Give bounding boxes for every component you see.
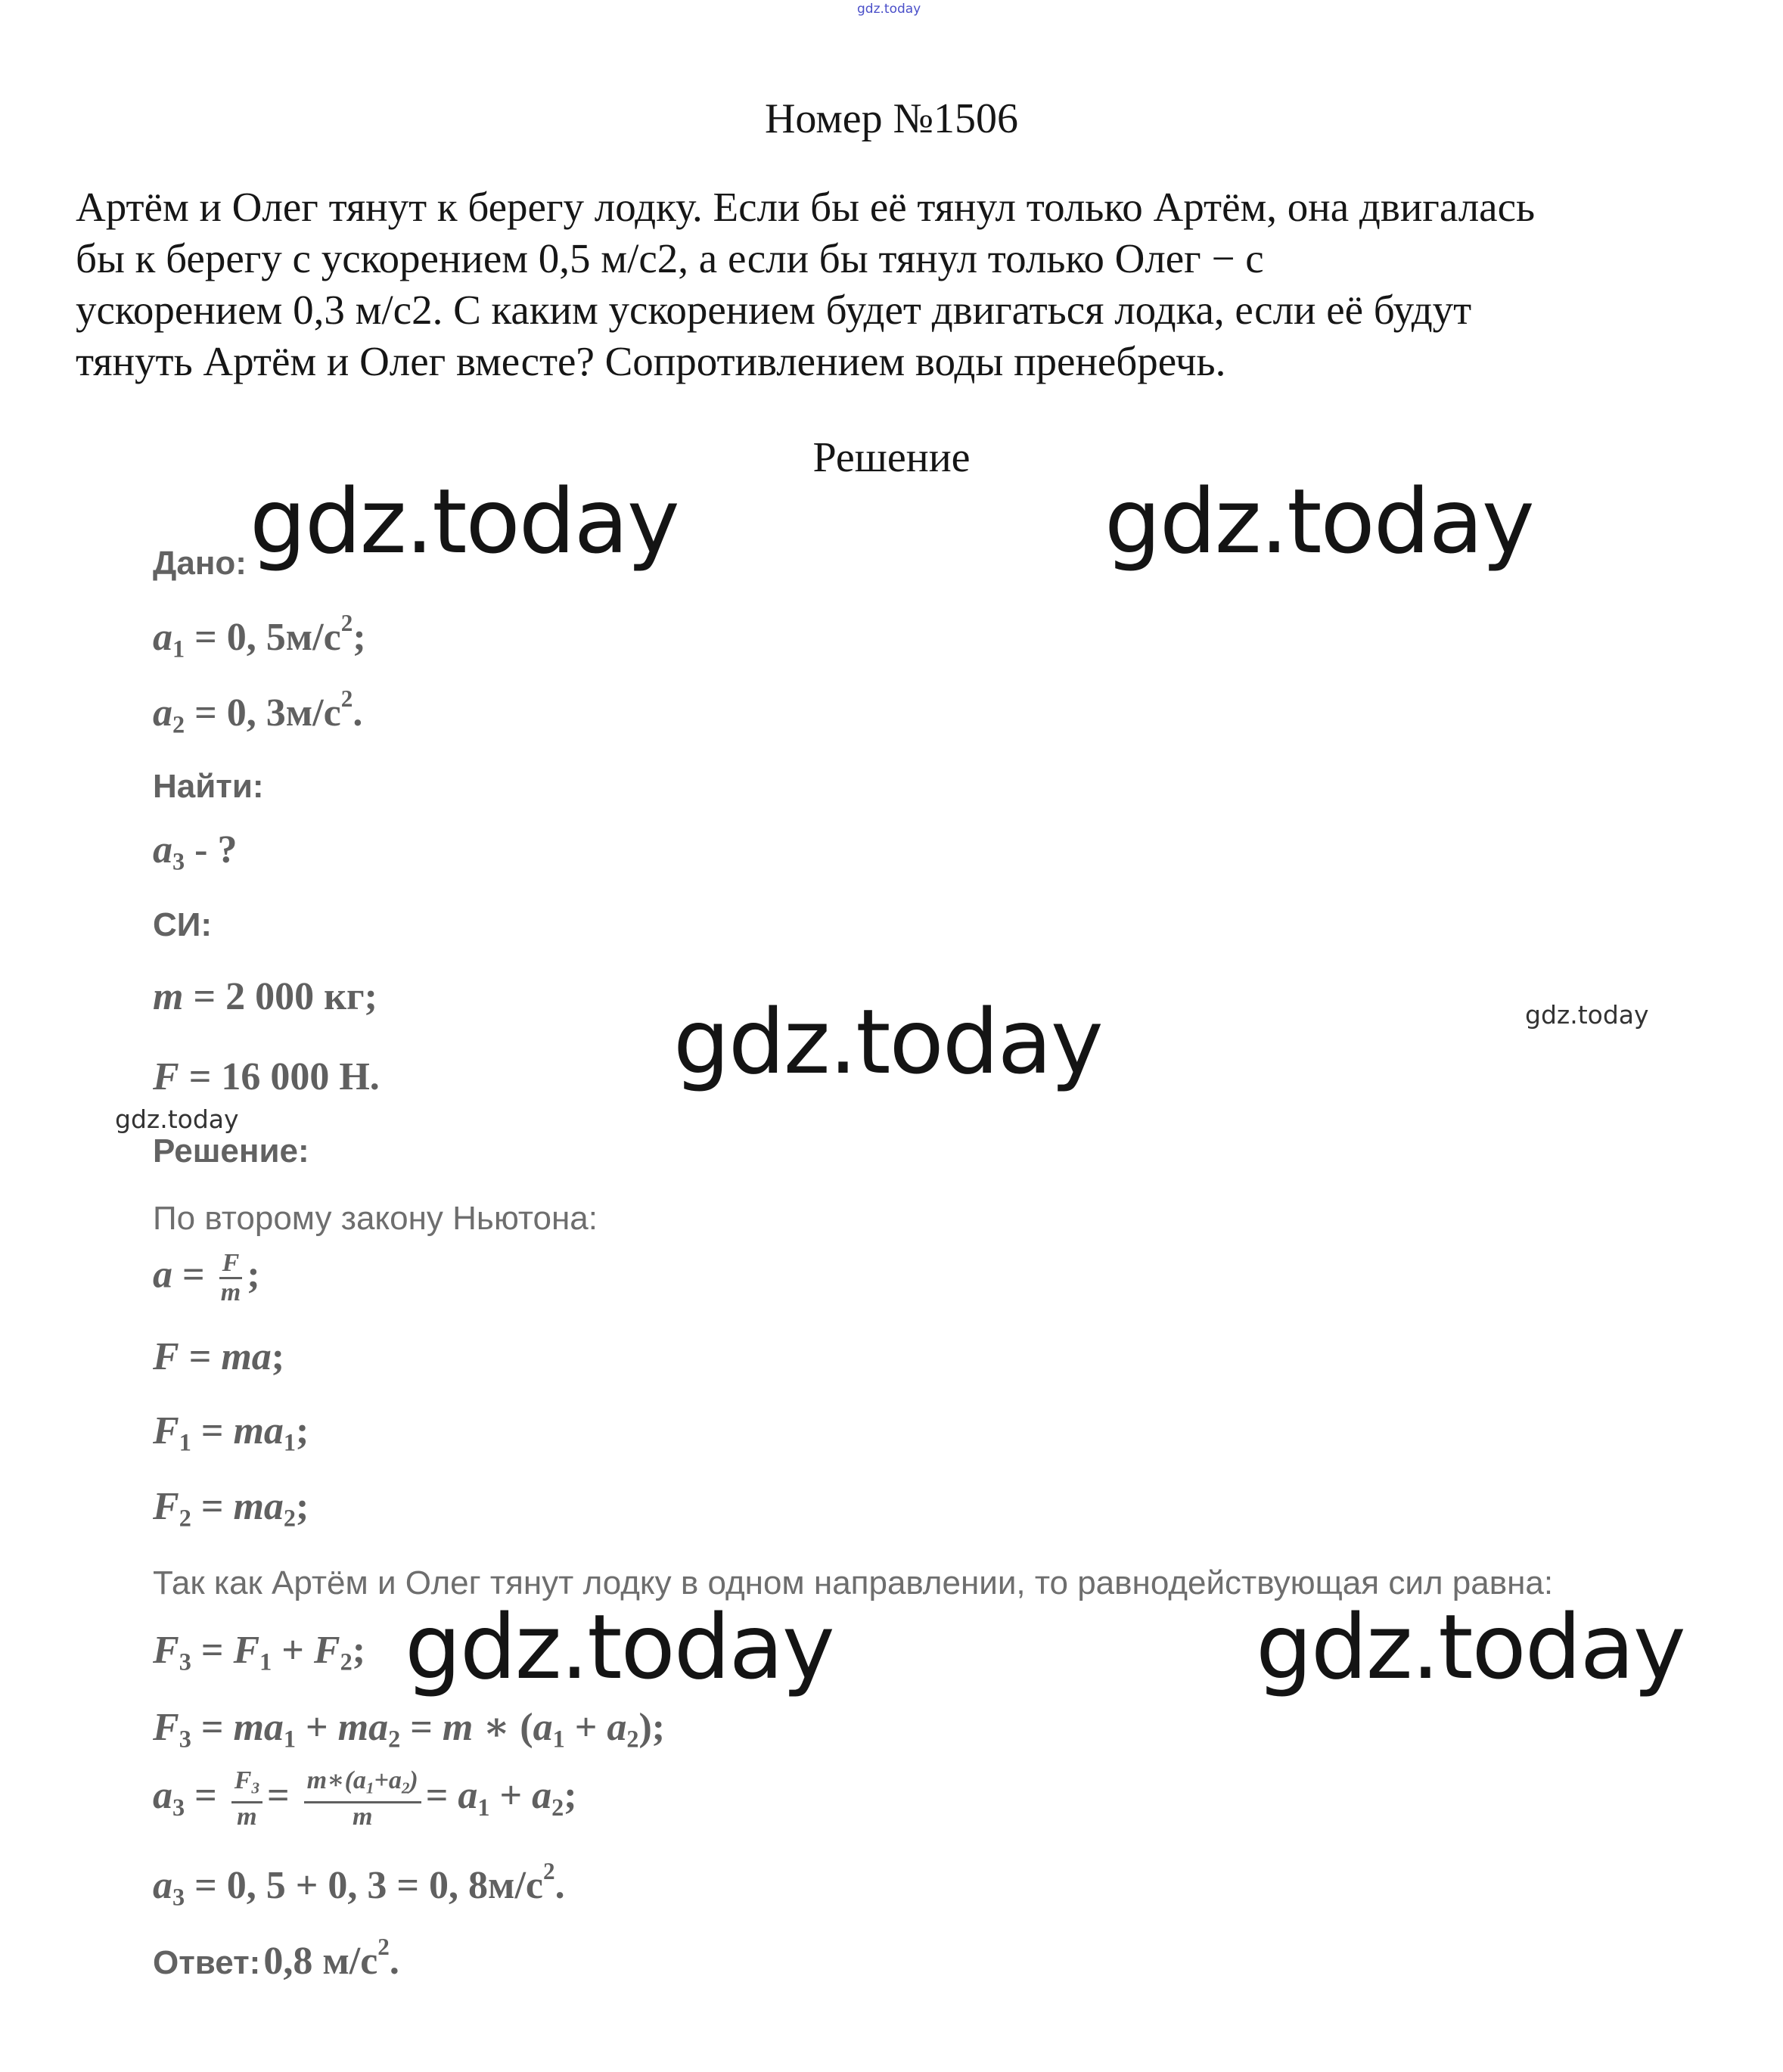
formula-f1: $F_1 = ma_1$; [153, 1409, 309, 1456]
watermark: gdz.today [115, 1104, 239, 1134]
watermark: gdz.today [673, 989, 1102, 1094]
formula-a3-derivation: $a_3$ = $\frac{F_3}{m}$ = $\frac{m∗(a_1+a_2)}{m}$ = $a_1 + a_2$; [153, 1766, 577, 1831]
find-label: Найти: [153, 768, 264, 805]
watermark: gdz.today [1104, 469, 1533, 573]
given-label: Дано: [153, 545, 247, 582]
task-line: тянуть Артём и Олег вместе? Сопротивлением воды пренебречь. [76, 338, 1226, 384]
task-line: бы к берегу с ускорением 0,5 м/с2, а если бы тянул только Олег − с [76, 235, 1264, 281]
formula-f2: $F_2 = ma_2$; [153, 1485, 309, 1532]
si-mass: m = 2 000 кг; [153, 975, 377, 1018]
watermark: gdz.today [405, 1595, 834, 1699]
solution-heading: Решение [812, 434, 971, 481]
direction-text: Так как Артём и Олег тянут лодку в одном направлении, то равнодействующая сил равна: [153, 1564, 1554, 1601]
solution-label: Решение: [153, 1132, 309, 1170]
task-line: ускорением 0,3 м/с2. С каким ускорением будет двигаться лодка, если её будут [76, 287, 1472, 333]
formula-f-eq-ma: F = ma; [153, 1335, 285, 1378]
find-a3: $a_3$ - ? [153, 828, 238, 875]
formula-f3-sum: $F_3 = F_1 + F_2$; [153, 1629, 366, 1676]
answer: Ответ: 0,8 $м/с^2$. [153, 1934, 399, 1983]
page-title: Номер №1506 [764, 95, 1019, 142]
si-force: F = 16 000 Н. [153, 1055, 380, 1098]
si-label: СИ: [153, 906, 213, 943]
answer-label: Ответ: [153, 1943, 261, 1981]
task-line: Артём и Олег тянут к берегу лодку. Если бы её тянул только Артём, она двигалась [76, 184, 1536, 230]
watermark: gdz.today [250, 469, 679, 573]
top-watermark: gdz.today [857, 2, 921, 17]
watermark: gdz.today [1256, 1595, 1685, 1699]
formula-f3-expanded: $F_3 = ma_1 + ma_2 = m$ ∗ $(a_1 + a_2)$; [153, 1706, 666, 1753]
newton-law-text: По второму закону Ньютона: [153, 1200, 598, 1237]
given-a2: $a_2 = 0$, $3м/с^2$. [153, 685, 363, 738]
watermark: gdz.today [1525, 1000, 1649, 1030]
formula-a3-result: $a_3 = 0$, 5 + 0, 3 = 0, $8м/с^2$. [153, 1858, 565, 1911]
formula-a-eq-f-over-m: a = $\frac{F}{m}$ ; [153, 1249, 260, 1306]
given-a1: $a_1 = 0$, $5м/с^2$; [153, 610, 366, 663]
answer-value: 0,8 м/с [263, 1939, 378, 1983]
task-text [76, 182, 1702, 387]
